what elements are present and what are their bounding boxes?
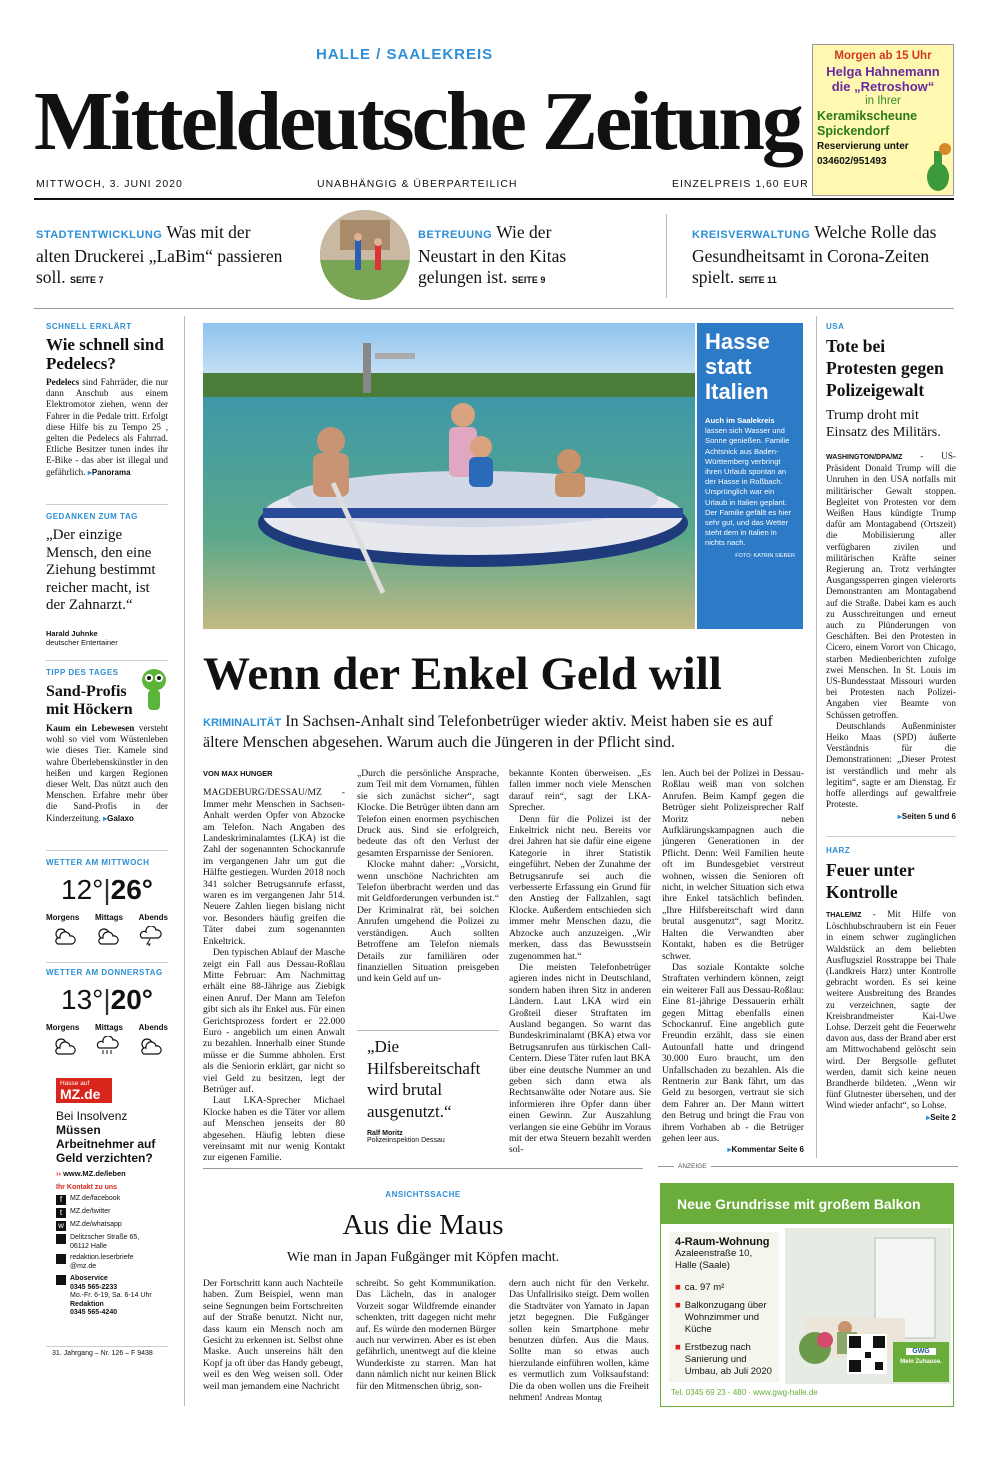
facebook-icon: f bbox=[56, 1195, 66, 1205]
ansicht-article bbox=[203, 1190, 643, 1267]
ad-line: Reservierung unter bbox=[817, 141, 909, 152]
gedanken-quote: „Der einzige Mensch, den eine Ziehung bestimmt reicher macht, ist der Zahnarzt.“ bbox=[46, 527, 156, 613]
schnell-ref[interactable]: ▸ Panorama bbox=[88, 468, 131, 477]
photo-credit: FOTO: KATRIN SIEBER bbox=[735, 552, 795, 559]
harz-kicker: HARZ bbox=[826, 846, 851, 855]
boat-photo bbox=[203, 323, 695, 629]
wetter1-label: Mittags bbox=[95, 913, 123, 922]
jahrgang: 31. Jahrgang – Nr. 126 – F 9438 bbox=[52, 1350, 153, 1357]
mz-link[interactable]: ›› www.MZ.de/leben bbox=[56, 1169, 126, 1178]
mz-line1: Bei Insolvenz bbox=[56, 1109, 128, 1123]
gedanken-role: deutscher Entertainer bbox=[46, 637, 118, 647]
article-col-4: len. Auch bei der Polizei in Dessau-Roßlau weiß man von solchen Anrufen. Beim Kampf gegen die Betrüger sieht Polizeisprecher Ralf Moritz neben Aufklärungskampagnen auch die jüngeren Generationen in der Pflicht. Denn: Weil Familien heute oft im Bundesgebiet verstreut wohnen, wissen die Senioren oft nicht, in welcher Situation sich etwa ihre Enkel tatsächlich befinden. „Ihre Hilfsbereitschaft wird dann brutal ausgenutzt“, sagt Moritz. Halten die Verwandten aber Kontakt, haben es die Betrüger schwer. Das soziale Kontakte solche Straftaten verhindern können, zeigt ein weiterer Fall aus Dessau-Roßlau: Eine 81-jährige Dessauerin erhält gegen Mittag ebenfalls einen Schockanruf. Eine angeblich gute Freundin erzählt, dass sie einen Autounfall hatte und dringend 30.000 Euro braucht, um den Unfallschaden zu bezahlen. Als die Rentnerin zur Bank fährt, um das Geld zu besorgen, vertraut sie sich dem Fahrer an. Der Mann wittert den Betrug und bringt die Frau von ihrem Vorhaben ab - die Betrüger gehen leer aus. ▸ Kommentar Seite 6 bbox=[662, 768, 804, 1156]
ad-line: Helga Hahnemann bbox=[826, 64, 940, 79]
wetter2-label: Mittags bbox=[95, 1023, 123, 1032]
kommentar-ref[interactable]: ▸ Kommentar Seite 6 bbox=[728, 1145, 804, 1154]
pullquote bbox=[367, 1036, 499, 1144]
masthead-date: MITTWOCH, 3. JUNI 2020 bbox=[36, 178, 183, 190]
ad-line: Spickendorf bbox=[817, 124, 890, 138]
teaser-kreisverwaltung[interactable] bbox=[692, 222, 954, 291]
byline: VON MAX HUNGER bbox=[203, 769, 273, 778]
wetter2-high: 20° bbox=[110, 984, 153, 1015]
usa-sub: Trump droht mit Einsatz des Militärs. bbox=[826, 408, 941, 440]
ad-gwg-bullet: Balkonzugang über Wohnzimmer und Küche bbox=[684, 1300, 767, 1335]
gedanken bbox=[46, 512, 168, 647]
main-photo[interactable] bbox=[203, 323, 695, 629]
teaser-kicker: STADTENTWICKLUNG bbox=[36, 229, 163, 241]
article-col-3: bekannte Konten überweisen. „Es fallen immer noch viele Menschen darauf rein“, sagt der LKA-Sprecher. Denn für die Polizei ist der Enkeltrick nicht neu. Bereits vor drei Jahren hat sie dafür eine eigene Kategorie in ihrer Statistik eingeführt. Neben der Zunahme der Betrugsanrufe sei auch die verbesserte Erfassung ein Grund für den Anstieg der Fallzahlen, sagt Klocke. Außerdem entschieden sich immer mehr Menschen dazu, die Abzocke auch anzuzeigen. „Wir merken, dass das Bewusstsein zugenommen hat.“ Die meisten Telefonbetrüger agieren indes nicht in Deutschland, sondern haben ihren Sitz in anderen Ländern. Laut LKA wird ein Großteil dieser Straftaten im Ausland begangen. So warnt das Bundeskriminalamt (BKA) etwa vor Betrugsanrufen aus türkischen Call-Centern. Diese Täter rufen laut BKA über eine deutsche Nummer an und geben sich dann etwa als Rechtsanwälte oder Notare aus. Sie informieren ihre Opfer dann über einen Gewinn. Zur Auszahlung verlangen sie eine Gebühr im Voraus mit der etwa Steuern bezahlt werden sol- bbox=[509, 768, 651, 1156]
contact-facebook[interactable]: f MZ.de/facebook bbox=[56, 1195, 158, 1205]
ad-gwg-title: Neue Grundrisse mit großem Balkon bbox=[661, 1184, 953, 1224]
main-deck-text: In Sachsen-Anhalt sind Telefonbetrüger wieder aktiv. Meist haben sie es auf ältere Menschen abgesehen. Warum auch die Jüngeren in der Pflicht sind. bbox=[203, 713, 773, 751]
ad-gwg-addr: Azaleenstraße 10, bbox=[675, 1248, 753, 1259]
teaser-text: Wie der Neustart in den Kitas gelungen ist. bbox=[418, 222, 567, 287]
ad-gwg-sub: 4-Raum-Wohnung bbox=[675, 1236, 770, 1248]
teaser-ref: SEITE 9 bbox=[511, 275, 546, 285]
ansicht-author: Andreas Montag bbox=[544, 1392, 602, 1403]
wetter2-label: Morgens bbox=[46, 1023, 80, 1032]
sun-cloud-icon bbox=[138, 1036, 162, 1056]
wetter-mittwoch: WETTER AM MITTWOCH 12°|26° Morgens Mittags Abends bbox=[46, 858, 168, 946]
main-headline[interactable]: Wenn der Enkel Geld will bbox=[203, 648, 722, 700]
phone-icon bbox=[56, 1275, 66, 1285]
gedanken-author: Harald Juhnke bbox=[46, 628, 98, 638]
caption-body: Auch im Saalekreis lassen sich Wasser und Sonne genießen. Familie Achtsnick aus Baden-Württemberg verbringt ihren Urlaub spontan an der Hasse in Roßbach. Ursprünglich war ein Urlaub in Italien geplant. Der Familie gefällt es hier sehr gut, und das Wetter steht dem in Italien in nichts nach. bbox=[705, 416, 792, 548]
wetter1-label: Morgens bbox=[46, 913, 80, 922]
mz-service-box bbox=[56, 1078, 158, 1318]
gedanken-kicker: GEDANKEN ZUM TAG bbox=[46, 512, 138, 521]
abo-service: Aboservice 0345 565-2233 Mo.-Fr. 6-19, Sa. 6-14 Uhr Redaktion 0345 565-4240 bbox=[56, 1275, 158, 1318]
mail-icon bbox=[56, 1254, 66, 1264]
kita-photo bbox=[320, 210, 410, 300]
tipp-title: Sand-Profis mit Höckern bbox=[46, 683, 133, 718]
contact-twitter[interactable]: t MZ.de/twitter bbox=[56, 1208, 158, 1218]
teaser-text: Was mit der alten Druckerei „LaBim“ passieren soll. bbox=[36, 222, 283, 287]
rain-cloud-icon bbox=[95, 1036, 119, 1056]
teaser-betreuung[interactable] bbox=[418, 222, 608, 291]
ad-line: in Ihrer bbox=[865, 95, 901, 107]
contact-address: Delitzscher Straße 65, 06112 Halle bbox=[56, 1234, 158, 1251]
alien-mascot-icon bbox=[138, 666, 170, 718]
main-deck bbox=[203, 712, 803, 753]
ad-retroshow[interactable] bbox=[812, 44, 954, 196]
wetter1-label: Abends bbox=[138, 913, 168, 922]
ad-line: Morgen ab 15 Uhr bbox=[834, 50, 932, 62]
schnell-body bbox=[46, 377, 168, 478]
ansicht-title[interactable]: Aus die Maus bbox=[342, 1209, 504, 1241]
sun-cloud-icon bbox=[52, 1036, 76, 1056]
mz-line2[interactable]: Müssen Arbeitnehmer auf Geld verzichten? bbox=[56, 1123, 156, 1165]
ansicht-col-3: dern auch nicht für den Verkehr. Das Unfallrisiko steigt. Dem wollen die Stadtväter von Yamato in Japan jetzt begegnen. Die Fußgänger sollen kein Smartphone mehr benutzen dürfen. Aus die Maus. Sollte man so etwas auch hierzulande einführen wollen, käme es vermutlich zum Volksaufstand: Die da oben wollen uns die Freiheit nehmen! Andreas Montag bbox=[509, 1278, 649, 1404]
wetter2-label: Abends bbox=[138, 1023, 168, 1032]
usa-ref[interactable]: ▸ Seiten 5 und 6 bbox=[898, 812, 956, 821]
teaser-ref: SEITE 7 bbox=[70, 275, 104, 285]
caption-title: Hasse statt Italien bbox=[705, 329, 770, 404]
teaser-text: Welche Rolle das Gesundheitsamt in Corona-Zeiten spielt. bbox=[692, 222, 937, 287]
tipp-body bbox=[46, 723, 168, 824]
contact-email[interactable]: redaktion.leserbriefe @mz.de bbox=[56, 1254, 158, 1271]
wetter-donnerstag: WETTER AM DONNERSTAG 13°|20° Morgens Mittags Abends bbox=[46, 968, 168, 1056]
pullquote-text: „Die Hilfsbereitschaft wird brutal ausgenutzt.“ bbox=[367, 1037, 481, 1121]
schnell-text: sind Fahrräder, die nur dann Anschub aus einem Elektromotor ziehen, wenn der Fahrer in die Pedale tritt. Erfolgt diese Hilfe bis zu Tempo 25 , gelten die Pedelecs als Fahrrad. Etliche Besitzer tunen indes ihr E-Bike - das aber ist illegal und gefährlich. bbox=[46, 377, 168, 477]
thunderstorm-icon bbox=[138, 926, 162, 946]
wetter2-low: 13° bbox=[61, 984, 104, 1015]
ad-gwg-footer[interactable]: Tel. 0345 69 23 - 480 · www.gwg-halle.de bbox=[671, 1388, 818, 1397]
wetter1-low: 12° bbox=[61, 874, 104, 905]
masthead-title[interactable]: Mitteldeutsche Zeitung bbox=[34, 75, 801, 168]
teaser-image-kita[interactable] bbox=[320, 210, 410, 300]
usa-kicker: USA bbox=[826, 322, 845, 331]
ad-gwg-addr: Halle (Saale) bbox=[675, 1260, 730, 1271]
qr-code-icon[interactable] bbox=[847, 1334, 887, 1374]
pullquote-name: Ralf Moritz bbox=[367, 1130, 403, 1137]
ad-line: 034602/951493 bbox=[817, 156, 887, 167]
sidebar-left bbox=[46, 322, 168, 478]
whatsapp-icon: w bbox=[56, 1221, 66, 1231]
mz-logo-brand: MZ.de bbox=[60, 1086, 101, 1102]
wetter1-high: 26° bbox=[110, 874, 153, 905]
tipp-lead: Kaum ein Lebewesen bbox=[46, 723, 135, 733]
harz-article bbox=[826, 846, 956, 1123]
tipp-ref[interactable]: ▸ Galaxo bbox=[103, 814, 134, 823]
masthead-price: EINZELPREIS 1,60 EUR bbox=[672, 178, 809, 190]
teaser-ref: SEITE 11 bbox=[738, 275, 777, 285]
contact-whatsapp[interactable]: w MZ.de/whatsapp bbox=[56, 1221, 158, 1231]
harz-title[interactable]: Feuer unter Kontrolle bbox=[826, 860, 915, 902]
ad-line: die „Retroshow“ bbox=[831, 79, 935, 94]
harz-body: THALE/MZ - Mit Hilfe von Löschhubschraubern ist ein Feuer in einem schwer zugänglichen Waldstück an dem beliebten Ausflugsziel Rosstrappe bei Thale (Landkreis Harz) unter Kontrolle gebracht worden. Es sei keine weitere Ausbreitung des Brandes zu verzeichnen, sagte der Kreisbrandmeister Kai-Uwe Lohse. Derzeit geht die Feuerwehr davon aus, dass der Brand aber erst am Mittwochabend gelöscht sein wird. Der Bergsolle geflutet werden, damit sich keine neuen Brandherde bildeten. „Wenn wir fünf Glutnester übersehen, und der Wind wieder anfacht“, so Lohse. ▸ Seite 2 bbox=[826, 909, 956, 1123]
masthead-region: HALLE / SAALEKREIS bbox=[316, 46, 494, 63]
schnell-kicker: SCHNELL ERKLÄRT bbox=[46, 322, 132, 331]
teaser-stadtentwicklung[interactable] bbox=[36, 222, 286, 291]
sun-cloud-icon bbox=[52, 926, 76, 946]
ad-gwg[interactable]: Neue Grundrisse mit großem Balkon 4-Raum-Wohnung Azaleenstraße 10, Halle (Saale) ■ ca. 97 m² ■ Balkonzugang über Wohnzimmer und Küche ■ Erstbezug nach Sanierung und Umbau, ab Juli 2020 GWG Mein Zuhause. Tel. 0345 69 23 - 480 · www.gwg-halle.de bbox=[660, 1183, 954, 1407]
ansicht-sub: Wie man in Japan Fußgänger mit Köpfen macht. bbox=[286, 1250, 560, 1265]
gwg-logo: GWG Mein Zuhause. bbox=[893, 1342, 949, 1382]
tipp bbox=[46, 668, 168, 824]
ansicht-kicker: ANSICHTSSACHE bbox=[385, 1190, 461, 1199]
usa-body: WASHINGTON/DPA/MZ - US-Präsident Donald Trump will die Unruhen in den USA notfalls mit militärischer Gewalt stoppen. Begleitet von Protesten vor dem Weißen Haus kündigte Trump dafür am Montagabend (Ortszeit) die Mobilisierung aller verfügbaren zivilen und militärischen Kräfte seiner Regierung an. Trotz verhängter Ausgangssperren gingen vielerorts Demonstranten am Montagabend auf die Straße. Dabei kam es auch zu Ausschreitungen und erneut auch zu Plünderungen von Geschäften. Bei den Protesten in Cicero, einem Vorort von Chicago, starben Medienberichten zufolge zwei Menschen. In St. Louis im US-Bundesstaat Missouri wurden bei Protesten nach Polizei-Angaben vier Beamte von Schüssen getroffen. Deutschlands Außenminister Heiko Maas (SPD) äußerte Verständnis für die Demonstrationen: „Dieser Protest ist verständlich und mehr als legitim“, sagte er am Dienstag. Er hoffe allerdings auf gewaltfreie Proteste. ▸ Seiten 5 und 6 bbox=[826, 451, 956, 822]
ad-gwg-bullet: ca. 97 m² bbox=[684, 1282, 725, 1293]
usa-title[interactable]: Tote bei Protesten gegen Polizeigewalt bbox=[826, 336, 944, 400]
tipp-kicker: TIPP DES TAGES bbox=[46, 668, 119, 677]
teaser-kicker: BETREUUNG bbox=[418, 229, 493, 241]
mz-logo-small: Hasse auf bbox=[60, 1080, 90, 1087]
wetter1-kicker: WETTER AM MITTWOCH bbox=[46, 858, 150, 867]
contact-title: Ihr Kontakt zu uns bbox=[56, 1184, 118, 1191]
ad-line: Keramikscheune bbox=[817, 109, 918, 123]
ansicht-col-1: Der Fortschritt kann auch Nachteile haben. Zum Beispiel, wenn man seine Segnungen beim Fortschreiten auf der Straße benutzt. Nicht nur, dass kaum ein Mensch noch am Gesicht zu erkennen ist. Selbst ohne Maske. Auch unsereins hält den Kopf ja oft über das Handy gebeugt, weil es den Weg weisen soll. Oder weil man jemandem eine Nachricht bbox=[203, 1278, 343, 1392]
anzeige-label: ANZEIGE bbox=[658, 1163, 958, 1170]
pullquote-role: Polizeiinspektion Dessau bbox=[367, 1137, 445, 1144]
ad-gwg-bullet: Erstbezug nach Sanierung und Umbau, ab Juli 2020 bbox=[684, 1342, 772, 1377]
article-col-2: „Durch die persönliche Ansprache, zum Teil mit dem Vornamen, fühlen sie sich zunächst sicher“, sagt Klocke. Die Betrüger übten dann am Telefon einen enormen psychischen Druck aus. Sind sie erfolgreich, bedeute das oft den Verlust der gesamten Ersparnisse der Senioren. Klocke mahnt daher: „Vorsicht, wenn unschöne Nachrichten am Telefon überbracht werden und das mit Geldforderungen verbunden ist.“ Der Kriminalrat rät, bei solchen Anrufen umgehend die Polizei zu verständigen. Auch sollten Betroffene am Telefon niemals Details zur familiären oder finanziellen Situation preisgeben und kein Geld auf un- bbox=[357, 768, 499, 985]
ansicht-col-2: schreibt. So geht Kommunikation. Das Lächeln, das in analoger Vorzeit sogar Wildfremde einander schenkten, tritt dagegen nicht mehr auf. Es würde den modernen Bürger auch nur verwirren. Aber es ist eben gefährlich, unentwegt auf die kleine Wunderkiste zu starren. Man hat dann nämlich nicht nur keinen Blick für den Mitmenschen übrig, son- bbox=[356, 1278, 496, 1392]
article-col-1: VON MAX HUNGER MAGDEBURG/DESSAU/MZ - Immer mehr Menschen in Sachsen-Anhalt werden Opfer von Abzocke am Telefon. Nach Angaben des Landeskriminalamtes (LKA) ist die Zahl der sogenannten Schockanrufe im vergangenen Jahr um gut die Hälfte gestiegen. Wurden 2018 noch 341 solcher Betrugsanrufe erfasst, waren es im vergangenen Jahr 514. Neuere Zahlen liegen bislang nicht vor. Besonders häufig greifen die Täter dabei zum sogenannten Enkeltrick. Den typischen Ablauf der Masche zeigt ein Fall aus Dessau-Roßlau Mitte Februar: Am Nachmittag erhält eine 88-Jährige aus Ziebigk einen Anruf. Der Mann am Telefon gibt sich als ihr Enkel aus. Für einen Gerichtsprozess fordert er 22.000 Euro - angeblich um einen Anwalt zu bezahlen. Innerhalb einer Stunde müsse er die Summe abholen. Erst als die Seniorin erklärt, gar nicht so viel Geld zu besitzen, legt der Betrüger auf. Laut LKA-Sprecher Michael Klocke haben es die Täter vor allem auf Menschen jenseits der 80 abgesehen. Häufig lebten diese vereinsamt mit nur wenig Kontakt zur eigenen Familie. bbox=[203, 769, 345, 1164]
tipp-text: versteht wohl so viel vom Wüstenleben wie dieses Tier. Kamele sind wahre Überlebenskünstler in den heißen und kargen Regionen dieser Welt. Das nützt auch den Menschen. Erfahre mehr über die Sand-Profis in der Kinderzeitung. bbox=[46, 723, 168, 823]
twitter-icon: t bbox=[56, 1208, 66, 1218]
wetter2-kicker: WETTER AM DONNERSTAG bbox=[46, 968, 163, 977]
masthead-slogan: UNABHÄNGIG & ÜBERPARTEILICH bbox=[317, 178, 518, 190]
sun-cloud-icon bbox=[95, 926, 119, 946]
schnell-lead: Pedelecs bbox=[46, 377, 80, 387]
house-icon bbox=[56, 1234, 66, 1244]
photo-caption-box bbox=[697, 323, 803, 629]
vase-icon bbox=[923, 141, 953, 193]
main-kicker: KRIMINALITÄT bbox=[203, 717, 282, 729]
teaser-kicker: KREISVERWALTUNG bbox=[692, 229, 811, 241]
harz-ref[interactable]: ▸ Seite 2 bbox=[926, 1113, 956, 1122]
mz-logo[interactable] bbox=[56, 1078, 112, 1103]
usa-article bbox=[826, 322, 956, 822]
schnell-title: Wie schnell sind Pedelecs? bbox=[46, 335, 164, 373]
